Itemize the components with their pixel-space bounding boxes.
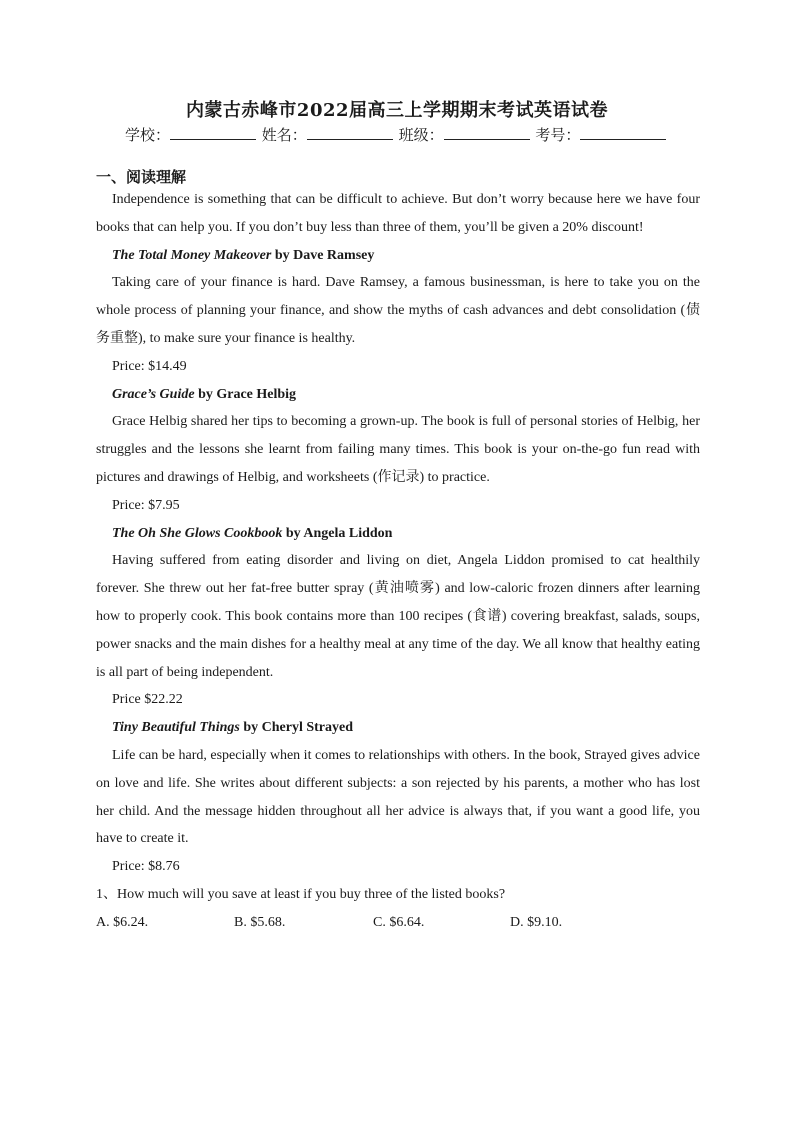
school-label: 学校：: [125, 126, 171, 144]
answer-options: [96, 909, 700, 937]
book-price: Price $22.22: [112, 692, 183, 708]
book-heading: [96, 242, 700, 270]
option-b[interactable]: B. $5.68.: [234, 914, 286, 930]
book-description: Life can be hard, especially when it comes to relationships with others. In the book, Strayed gives advice on love and life. She writes about different subjects: a son rejected by his parents, a mother who has lost her child. And the message hidden throughout all her advice is always that, if you want a good life, you have to create it.: [96, 747, 700, 847]
book-author: by Grace Helbig: [194, 386, 297, 402]
book-price: Price: $7.95: [112, 497, 180, 513]
option-c[interactable]: C. $6.64.: [373, 914, 425, 930]
book-description: Having suffered from eating disorder and living on diet, Angela Liddon promised to cat healthily forever. She threw out her fat-free butter spray (黄油喷雾) and low-caloric frozen dinners after learning how to properly cook. This book contains more than 100 recipes (食谱) covering breakfast, salads, soups, power snacks and the main dishes for a healthy meal at any time of the day. We all know that healthy eating is all part of being independent.: [96, 553, 700, 680]
book-author: by Angela Liddon: [282, 525, 393, 541]
reading-passage: [96, 186, 700, 937]
book-title: Grace’s Guide: [112, 386, 195, 402]
name-label: 姓名：: [261, 126, 307, 144]
book-description: Grace Helbig shared her tips to becoming a grown-up. The book is full of personal stories of Helbig, her struggles and the lessons she learnt from failing many times. This book is your on-the-go fun read with pictures and drawings of Helbig, and worksheets (作记录) to practice.: [96, 414, 700, 485]
class-blank[interactable]: [444, 125, 530, 140]
book-heading: [96, 381, 700, 409]
book-author: by Cheryl Strayed: [239, 720, 354, 736]
exam-number-label: 考号：: [535, 126, 581, 144]
page-title: 内蒙古赤峰市2022届高三上学期期末考试英语试卷: [185, 100, 609, 121]
book-title: The Total Money Makeover: [112, 247, 272, 263]
book-title: Tiny Beautiful Things: [112, 720, 240, 736]
question-text: 1、How much will you save at least if you buy three of the listed books?: [96, 886, 506, 902]
name-blank[interactable]: [307, 125, 393, 140]
intro-paragraph: Independence is something that can be difficult to achieve. But don’t worry because here we have four books that can help you. If you don’t buy less than three of them, you’ll be given a 20% discount!: [96, 192, 700, 235]
option-d[interactable]: D. $9.10.: [510, 914, 563, 930]
book-title: The Oh She Glows Cookbook: [112, 525, 283, 541]
exam-number-blank[interactable]: [580, 125, 666, 140]
book-heading: [96, 714, 700, 742]
book-price: Price: $8.76: [112, 859, 180, 875]
student-info-row: [125, 124, 685, 145]
class-label: 班级：: [398, 126, 444, 144]
book-author: by Dave Ramsey: [271, 247, 375, 263]
book-price: Price: $14.49: [112, 358, 187, 374]
book-heading: [96, 520, 700, 548]
section-title: 一、阅读理解: [96, 168, 187, 186]
school-blank[interactable]: [170, 125, 256, 140]
option-a[interactable]: A. $6.24.: [96, 914, 149, 930]
book-description: Taking care of your finance is hard. Dave Ramsey, a famous businessman, is here to take you on the whole process of planning your finance, and show the myths of cash advances and debt consolidation (债务重整), to make sure your finance is healthy.: [96, 275, 700, 346]
